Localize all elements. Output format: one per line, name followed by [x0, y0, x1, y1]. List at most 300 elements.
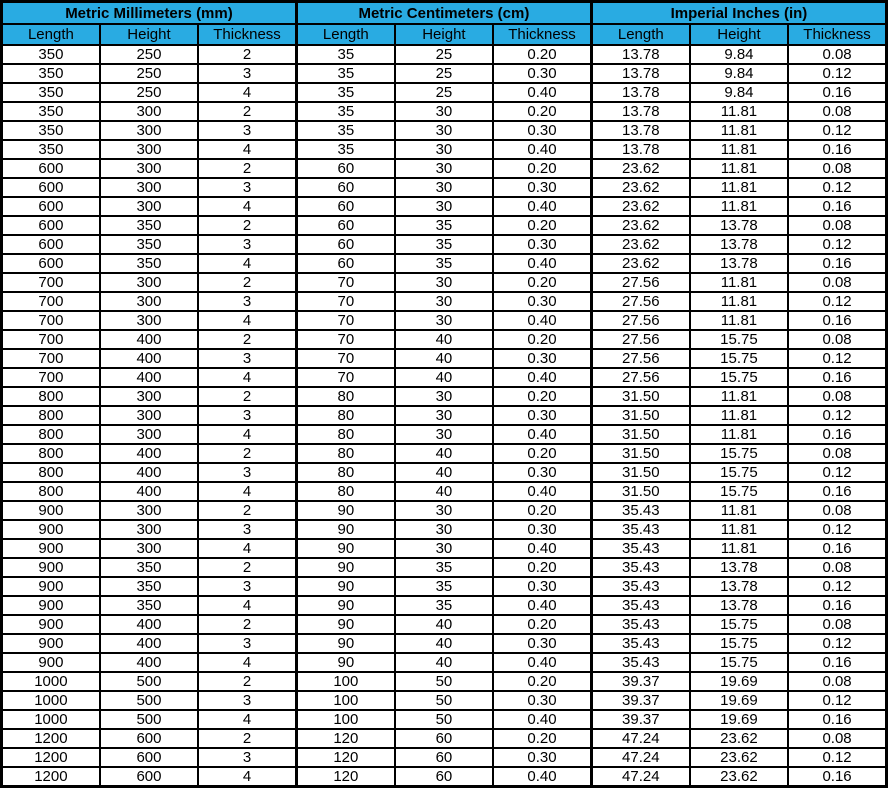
table-cell: 2	[198, 444, 296, 463]
table-cell: 0.08	[788, 444, 886, 463]
table-cell: 800	[2, 387, 100, 406]
table-cell: 0.30	[493, 64, 591, 83]
table-cell: 4	[198, 368, 296, 387]
table-cell: 11.81	[690, 425, 788, 444]
table-cell: 15.75	[690, 482, 788, 501]
table-cell: 0.40	[493, 539, 591, 558]
table-cell: 40	[395, 482, 493, 501]
table-cell: 3	[198, 64, 296, 83]
table-cell: 35.43	[591, 634, 689, 653]
table-cell: 13.78	[591, 45, 689, 64]
table-cell: 23.62	[690, 729, 788, 748]
table-cell: 0.12	[788, 235, 886, 254]
table-cell: 35	[395, 577, 493, 596]
table-cell: 3	[198, 406, 296, 425]
table-row	[2, 64, 887, 83]
table-cell: 31.50	[591, 444, 689, 463]
table-cell: 300	[100, 197, 198, 216]
table-row	[2, 140, 887, 159]
column-header-in-height: Height	[690, 24, 788, 45]
column-header-mm-thickness: Thickness	[198, 24, 296, 45]
table-cell: 600	[2, 235, 100, 254]
table-row	[2, 653, 887, 672]
table-cell: 0.16	[788, 140, 886, 159]
table-cell: 3	[198, 178, 296, 197]
table-cell: 2	[198, 45, 296, 64]
table-cell: 15.75	[690, 634, 788, 653]
table-cell: 700	[2, 273, 100, 292]
table-cell: 0.12	[788, 691, 886, 710]
table-cell: 0.12	[788, 64, 886, 83]
table-cell: 25	[395, 64, 493, 83]
table-row	[2, 444, 887, 463]
table-cell: 120	[296, 748, 394, 767]
table-cell: 400	[100, 463, 198, 482]
table-cell: 1000	[2, 710, 100, 729]
table-cell: 27.56	[591, 330, 689, 349]
table-cell: 31.50	[591, 406, 689, 425]
table-cell: 300	[100, 520, 198, 539]
table-cell: 0.20	[493, 501, 591, 520]
table-cell: 350	[2, 45, 100, 64]
table-cell: 80	[296, 425, 394, 444]
table-cell: 60	[296, 216, 394, 235]
table-cell: 350	[2, 102, 100, 121]
table-cell: 100	[296, 672, 394, 691]
table-cell: 350	[100, 216, 198, 235]
table-cell: 100	[296, 710, 394, 729]
table-cell: 0.12	[788, 748, 886, 767]
table-cell: 900	[2, 501, 100, 520]
table-cell: 0.40	[493, 482, 591, 501]
table-cell: 30	[395, 387, 493, 406]
table-cell: 0.16	[788, 653, 886, 672]
table-cell: 11.81	[690, 140, 788, 159]
table-cell: 13.78	[690, 216, 788, 235]
table-cell: 350	[100, 596, 198, 615]
table-cell: 0.16	[788, 710, 886, 729]
table-cell: 0.40	[493, 254, 591, 273]
table-cell: 350	[2, 64, 100, 83]
table-cell: 0.16	[788, 254, 886, 273]
table-cell: 300	[100, 140, 198, 159]
table-cell: 11.81	[690, 121, 788, 140]
table-cell: 60	[296, 254, 394, 273]
table-body	[2, 45, 887, 787]
table-cell: 0.20	[493, 387, 591, 406]
table-cell: 700	[2, 292, 100, 311]
table-cell: 13.78	[591, 64, 689, 83]
table-cell: 0.08	[788, 501, 886, 520]
table-cell: 39.37	[591, 691, 689, 710]
table-cell: 350	[100, 235, 198, 254]
table-cell: 2	[198, 729, 296, 748]
column-header-mm-length: Length	[2, 24, 100, 45]
table-cell: 4	[198, 83, 296, 102]
table-cell: 500	[100, 710, 198, 729]
table-cell: 0.20	[493, 102, 591, 121]
table-cell: 11.81	[690, 387, 788, 406]
table-cell: 0.08	[788, 330, 886, 349]
table-cell: 250	[100, 83, 198, 102]
table-cell: 39.37	[591, 672, 689, 691]
table-cell: 1000	[2, 672, 100, 691]
table-cell: 13.78	[591, 140, 689, 159]
table-cell: 90	[296, 615, 394, 634]
table-cell: 35.43	[591, 501, 689, 520]
table-cell: 15.75	[690, 463, 788, 482]
table-cell: 1200	[2, 729, 100, 748]
column-header-mm-height: Height	[100, 24, 198, 45]
table-cell: 3	[198, 292, 296, 311]
table-cell: 2	[198, 387, 296, 406]
table-cell: 70	[296, 292, 394, 311]
table-cell: 120	[296, 767, 394, 787]
table-cell: 70	[296, 330, 394, 349]
table-cell: 0.16	[788, 539, 886, 558]
column-header-cm-height: Height	[395, 24, 493, 45]
column-header-in-length: Length	[591, 24, 689, 45]
table-cell: 11.81	[690, 159, 788, 178]
table-cell: 800	[2, 444, 100, 463]
table-cell: 11.81	[690, 520, 788, 539]
table-row	[2, 197, 887, 216]
column-header-row	[2, 24, 887, 45]
table-cell: 0.20	[493, 216, 591, 235]
table-cell: 15.75	[690, 349, 788, 368]
table-row	[2, 596, 887, 615]
table-cell: 13.78	[690, 235, 788, 254]
table-cell: 400	[100, 368, 198, 387]
table-cell: 35	[296, 140, 394, 159]
table-row	[2, 159, 887, 178]
table-cell: 80	[296, 444, 394, 463]
table-cell: 11.81	[690, 197, 788, 216]
group-header-imperial-in: Imperial Inches (in)	[591, 2, 886, 25]
table-row	[2, 482, 887, 501]
table-cell: 3	[198, 748, 296, 767]
table-cell: 400	[100, 634, 198, 653]
table-cell: 90	[296, 558, 394, 577]
table-row	[2, 254, 887, 273]
table-cell: 300	[100, 292, 198, 311]
table-cell: 4	[198, 596, 296, 615]
table-row	[2, 710, 887, 729]
table-cell: 9.84	[690, 64, 788, 83]
table-cell: 0.30	[493, 520, 591, 539]
table-cell: 15.75	[690, 330, 788, 349]
table-cell: 35	[296, 102, 394, 121]
table-row	[2, 577, 887, 596]
group-header-metric-cm: Metric Centimeters (cm)	[296, 2, 591, 25]
table-cell: 400	[100, 444, 198, 463]
column-header-in-thickness: Thickness	[788, 24, 886, 45]
table-row	[2, 615, 887, 634]
table-cell: 23.62	[591, 216, 689, 235]
table-cell: 1200	[2, 767, 100, 787]
table-cell: 2	[198, 216, 296, 235]
table-cell: 23.62	[591, 159, 689, 178]
table-cell: 0.30	[493, 235, 591, 254]
table-cell: 350	[100, 558, 198, 577]
table-cell: 300	[100, 387, 198, 406]
table-cell: 0.12	[788, 577, 886, 596]
table-cell: 500	[100, 691, 198, 710]
table-cell: 600	[100, 748, 198, 767]
table-cell: 4	[198, 311, 296, 330]
table-cell: 0.40	[493, 140, 591, 159]
table-cell: 30	[395, 292, 493, 311]
table-cell: 800	[2, 482, 100, 501]
table-cell: 1000	[2, 691, 100, 710]
table-cell: 0.40	[493, 197, 591, 216]
table-cell: 35	[395, 254, 493, 273]
table-cell: 3	[198, 520, 296, 539]
table-cell: 35	[395, 596, 493, 615]
group-header-metric-mm: Metric Millimeters (mm)	[2, 2, 297, 25]
table-cell: 0.12	[788, 349, 886, 368]
table-row	[2, 558, 887, 577]
table-cell: 300	[100, 121, 198, 140]
table-cell: 19.69	[690, 672, 788, 691]
table-cell: 35	[395, 558, 493, 577]
table-cell: 4	[198, 197, 296, 216]
table-cell: 31.50	[591, 482, 689, 501]
table-cell: 0.16	[788, 482, 886, 501]
table-row	[2, 330, 887, 349]
table-cell: 80	[296, 387, 394, 406]
table-cell: 350	[100, 254, 198, 273]
table-cell: 30	[395, 197, 493, 216]
table-cell: 25	[395, 45, 493, 64]
table-cell: 0.30	[493, 748, 591, 767]
table-cell: 250	[100, 64, 198, 83]
table-cell: 400	[100, 653, 198, 672]
table-cell: 27.56	[591, 349, 689, 368]
table-cell: 23.62	[591, 254, 689, 273]
table-cell: 39.37	[591, 710, 689, 729]
table-row	[2, 121, 887, 140]
table-cell: 13.78	[591, 121, 689, 140]
table-cell: 0.40	[493, 368, 591, 387]
table-cell: 35.43	[591, 653, 689, 672]
table-cell: 0.12	[788, 292, 886, 311]
table-cell: 60	[296, 197, 394, 216]
table-cell: 300	[100, 102, 198, 121]
table-cell: 11.81	[690, 501, 788, 520]
table-cell: 350	[2, 121, 100, 140]
table-cell: 11.81	[690, 406, 788, 425]
table-cell: 4	[198, 710, 296, 729]
table-cell: 23.62	[690, 748, 788, 767]
table-row	[2, 83, 887, 102]
table-cell: 13.78	[591, 83, 689, 102]
table-cell: 0.12	[788, 406, 886, 425]
table-cell: 500	[100, 672, 198, 691]
table-cell: 800	[2, 463, 100, 482]
table-cell: 0.40	[493, 596, 591, 615]
table-cell: 90	[296, 539, 394, 558]
table-cell: 300	[100, 159, 198, 178]
table-cell: 300	[100, 425, 198, 444]
table-cell: 19.69	[690, 691, 788, 710]
table-cell: 11.81	[690, 539, 788, 558]
table-cell: 35.43	[591, 520, 689, 539]
table-cell: 47.24	[591, 748, 689, 767]
table-cell: 60	[395, 767, 493, 787]
table-cell: 35.43	[591, 615, 689, 634]
table-cell: 300	[100, 406, 198, 425]
table-cell: 0.08	[788, 729, 886, 748]
table-cell: 700	[2, 349, 100, 368]
table-row	[2, 729, 887, 748]
table-cell: 400	[100, 482, 198, 501]
table-cell: 0.20	[493, 273, 591, 292]
table-cell: 3	[198, 235, 296, 254]
table-cell: 40	[395, 444, 493, 463]
table-cell: 0.20	[493, 330, 591, 349]
table-cell: 600	[2, 178, 100, 197]
table-cell: 70	[296, 368, 394, 387]
table-cell: 35	[296, 83, 394, 102]
table-cell: 900	[2, 558, 100, 577]
table-cell: 4	[198, 482, 296, 501]
table-cell: 30	[395, 178, 493, 197]
table-cell: 900	[2, 577, 100, 596]
table-cell: 31.50	[591, 387, 689, 406]
table-cell: 0.16	[788, 197, 886, 216]
table-row	[2, 539, 887, 558]
table-cell: 250	[100, 45, 198, 64]
table-cell: 40	[395, 653, 493, 672]
table-cell: 350	[2, 83, 100, 102]
table-cell: 0.30	[493, 121, 591, 140]
table-cell: 31.50	[591, 425, 689, 444]
table-cell: 300	[100, 311, 198, 330]
table-cell: 0.12	[788, 520, 886, 539]
table-cell: 0.30	[493, 178, 591, 197]
table-cell: 800	[2, 406, 100, 425]
table-cell: 15.75	[690, 444, 788, 463]
table-cell: 0.30	[493, 463, 591, 482]
table-cell: 31.50	[591, 463, 689, 482]
table-cell: 40	[395, 330, 493, 349]
table-cell: 0.08	[788, 216, 886, 235]
table-cell: 0.16	[788, 596, 886, 615]
table-cell: 35.43	[591, 577, 689, 596]
table-cell: 2	[198, 159, 296, 178]
table-cell: 15.75	[690, 615, 788, 634]
table-cell: 90	[296, 634, 394, 653]
table-cell: 0.20	[493, 444, 591, 463]
table-cell: 23.62	[591, 235, 689, 254]
table-cell: 350	[2, 140, 100, 159]
table-row	[2, 311, 887, 330]
table-row	[2, 387, 887, 406]
table-cell: 0.08	[788, 672, 886, 691]
table-cell: 600	[2, 216, 100, 235]
table-cell: 35.43	[591, 558, 689, 577]
table-row	[2, 273, 887, 292]
table-cell: 3	[198, 463, 296, 482]
table-cell: 19.69	[690, 710, 788, 729]
table-cell: 27.56	[591, 292, 689, 311]
table-cell: 0.16	[788, 311, 886, 330]
table-cell: 0.40	[493, 311, 591, 330]
table-cell: 30	[395, 425, 493, 444]
table-cell: 0.30	[493, 406, 591, 425]
table-cell: 30	[395, 539, 493, 558]
table-cell: 13.78	[690, 254, 788, 273]
table-cell: 80	[296, 406, 394, 425]
table-cell: 47.24	[591, 767, 689, 787]
table-cell: 0.20	[493, 615, 591, 634]
table-cell: 90	[296, 520, 394, 539]
table-cell: 700	[2, 330, 100, 349]
table-cell: 90	[296, 577, 394, 596]
table-cell: 60	[296, 159, 394, 178]
table-cell: 0.16	[788, 767, 886, 787]
table-cell: 9.84	[690, 83, 788, 102]
table-row	[2, 292, 887, 311]
table-cell: 1200	[2, 748, 100, 767]
table-cell: 70	[296, 349, 394, 368]
table-cell: 30	[395, 406, 493, 425]
table-cell: 0.12	[788, 634, 886, 653]
table-cell: 35	[395, 235, 493, 254]
table-cell: 80	[296, 482, 394, 501]
table-cell: 0.12	[788, 463, 886, 482]
table-cell: 27.56	[591, 273, 689, 292]
table-cell: 40	[395, 634, 493, 653]
table-cell: 0.16	[788, 368, 886, 387]
table-cell: 0.08	[788, 273, 886, 292]
table-cell: 30	[395, 520, 493, 539]
table-row	[2, 425, 887, 444]
table-cell: 35.43	[591, 539, 689, 558]
table-row	[2, 406, 887, 425]
table-cell: 30	[395, 159, 493, 178]
table-cell: 0.30	[493, 292, 591, 311]
table-cell: 0.08	[788, 159, 886, 178]
table-cell: 300	[100, 501, 198, 520]
table-cell: 2	[198, 615, 296, 634]
table-cell: 0.08	[788, 615, 886, 634]
table-cell: 300	[100, 273, 198, 292]
table-cell: 70	[296, 273, 394, 292]
table-cell: 900	[2, 520, 100, 539]
table-cell: 4	[198, 767, 296, 787]
table-cell: 4	[198, 539, 296, 558]
table-cell: 50	[395, 672, 493, 691]
table-cell: 0.16	[788, 425, 886, 444]
table-cell: 13.78	[690, 577, 788, 596]
table-cell: 27.56	[591, 311, 689, 330]
table-cell: 600	[100, 767, 198, 787]
table-cell: 15.75	[690, 368, 788, 387]
table-row	[2, 691, 887, 710]
table-cell: 0.40	[493, 767, 591, 787]
table-row	[2, 767, 887, 787]
table-cell: 2	[198, 672, 296, 691]
table-cell: 600	[100, 729, 198, 748]
table-cell: 0.12	[788, 178, 886, 197]
table-row	[2, 672, 887, 691]
table-cell: 0.40	[493, 710, 591, 729]
table-cell: 30	[395, 140, 493, 159]
table-row	[2, 102, 887, 121]
table-cell: 0.40	[493, 83, 591, 102]
